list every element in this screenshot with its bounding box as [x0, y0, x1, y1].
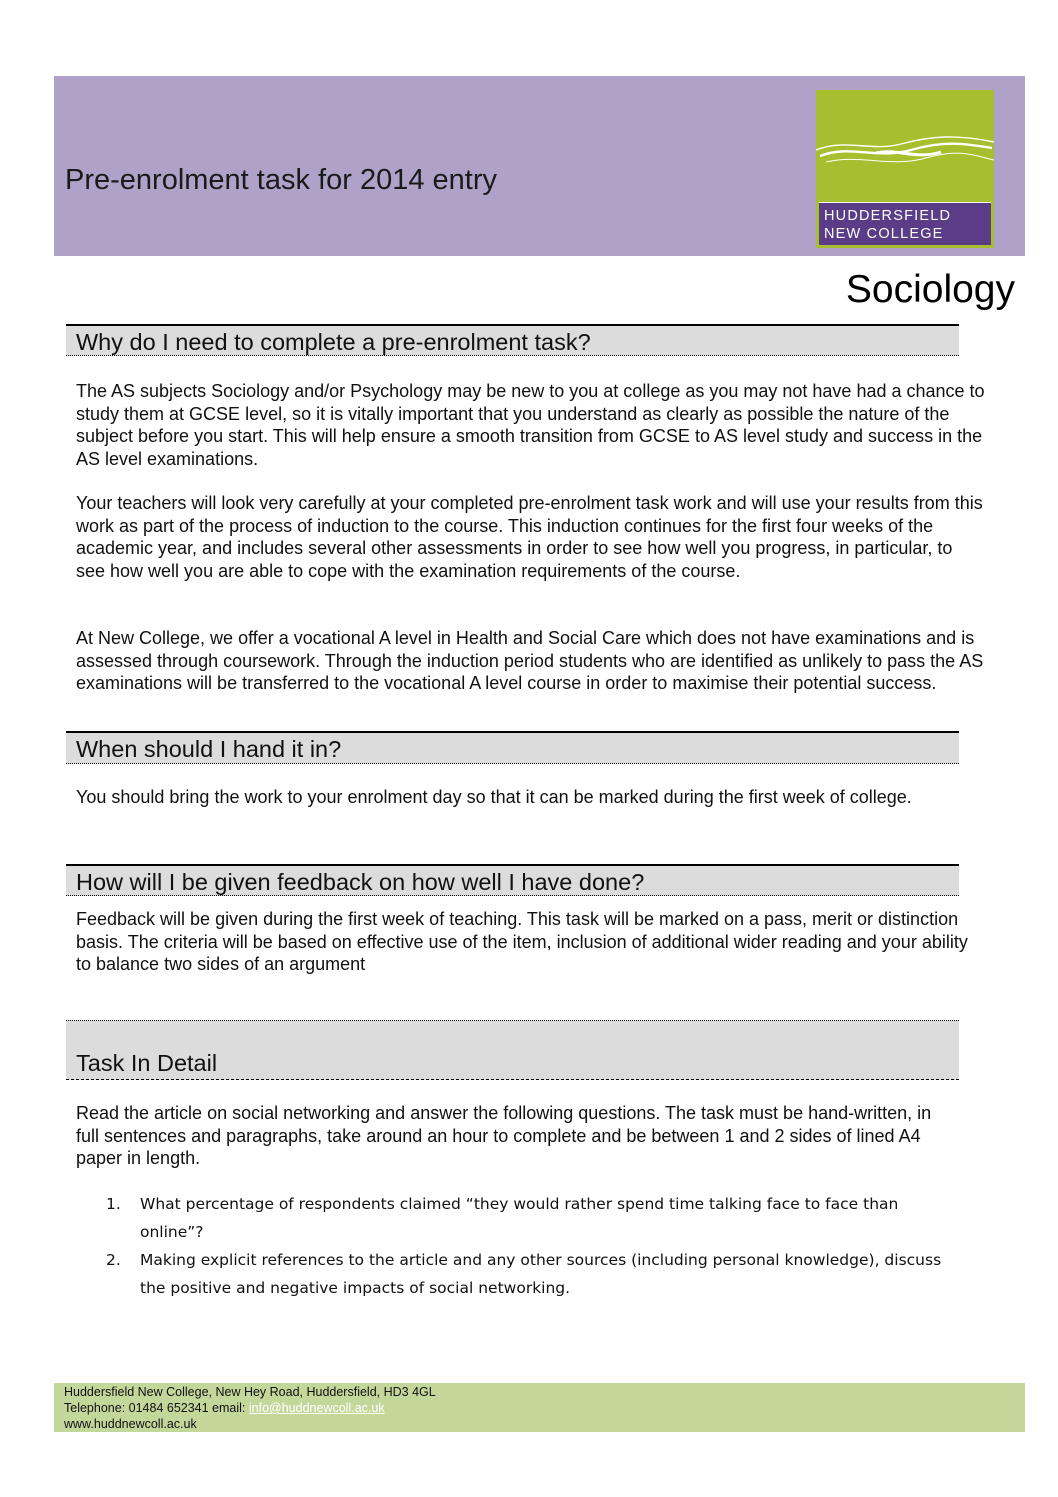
list-item — [106, 1190, 966, 1246]
college-logo — [816, 90, 994, 248]
question-text: Making explicit references to the article and any other sources (including personal knowledge), discuss the positive and negative impacts of social networking. — [140, 1251, 942, 1297]
footer-website[interactable]: www.huddnewcoll.ac.uk — [64, 1417, 197, 1431]
task-paragraph: Read the article on social networking and answer the following questions. The task must be hand-written, in full sentences and paragraphs, take around an hour to complete and be between 1 and 2 sides of lined A4 paper in length. — [76, 1103, 932, 1169]
footer-email-link[interactable]: info@huddnewcoll.ac.uk — [248, 1401, 385, 1415]
question-text: What percentage of respondents claimed “they would rather spend time talking face to face than online”? — [140, 1195, 899, 1241]
logo-wordmark — [819, 202, 991, 245]
question-list — [106, 1190, 966, 1302]
logo-line-2: NEW COLLEGE — [824, 226, 944, 242]
list-item — [106, 1246, 966, 1302]
section-heading-task: Task In Detail — [76, 1050, 218, 1076]
logo-line-1: HUDDERSFIELD — [824, 208, 952, 224]
subject-title: Sociology — [845, 268, 1015, 311]
why-paragraph-3: At New College, we offer a vocational A level in Health and Social Care which does not have examinations and is assessed through coursework. Through the induction period students who are identified as unlikely to pass the AS examinations will be transferred to the vocational A level course in order to maximise their potential success. — [76, 628, 984, 694]
footer — [54, 1383, 1025, 1432]
footer-contact — [64, 1400, 1025, 1416]
task-heading-box — [66, 1020, 959, 1080]
section-heading-why: Why do I need to complete a pre-enrolment task? — [66, 324, 959, 356]
question-number: 1. — [106, 1195, 121, 1213]
when-paragraph: You should bring the work to your enrolment day so that it can be marked during the first week of college. — [76, 787, 912, 807]
question-number: 2. — [106, 1251, 121, 1269]
footer-address: Huddersfield New College, New Hey Road, Huddersfield, HD3 4GL — [64, 1385, 436, 1399]
hills-logo-icon — [816, 90, 994, 202]
why-paragraph-2: Your teachers will look very carefully at your completed pre-enrolment task work and will use your results from this work as part of the process of induction to the course. This induction continues for the first four weeks of the academic year, and includes several other assessments in order to see how well you progress, in particular, to see how well you are able to cope with the examination requirements of the course. — [76, 493, 983, 581]
section-heading-when: When should I hand it in? — [66, 731, 959, 764]
why-paragraph-1: The AS subjects Sociology and/or Psychology may be new to you at college as you may not have had a chance to study them at GCSE level, so it is vitally important that you understand as clearly as possible the nature of the subject before you start. This will help ensure a smooth transition from GCSE to AS level study and success in the AS level examinations. — [76, 381, 985, 469]
footer-telephone: Telephone: 01484 652341 email: — [64, 1401, 246, 1415]
header-banner — [54, 76, 1025, 256]
section-heading-feedback: How will I be given feedback on how well I have done? — [66, 864, 959, 896]
page-title: Pre-enrolment task for 2014 entry — [65, 164, 497, 196]
feedback-paragraph: Feedback will be given during the first week of teaching. This task will be marked on a pass, merit or distinction basis. The criteria will be based on effective use of the item, inclusion of additional wider reading and your ability to balance two sides of an argument — [76, 909, 968, 975]
